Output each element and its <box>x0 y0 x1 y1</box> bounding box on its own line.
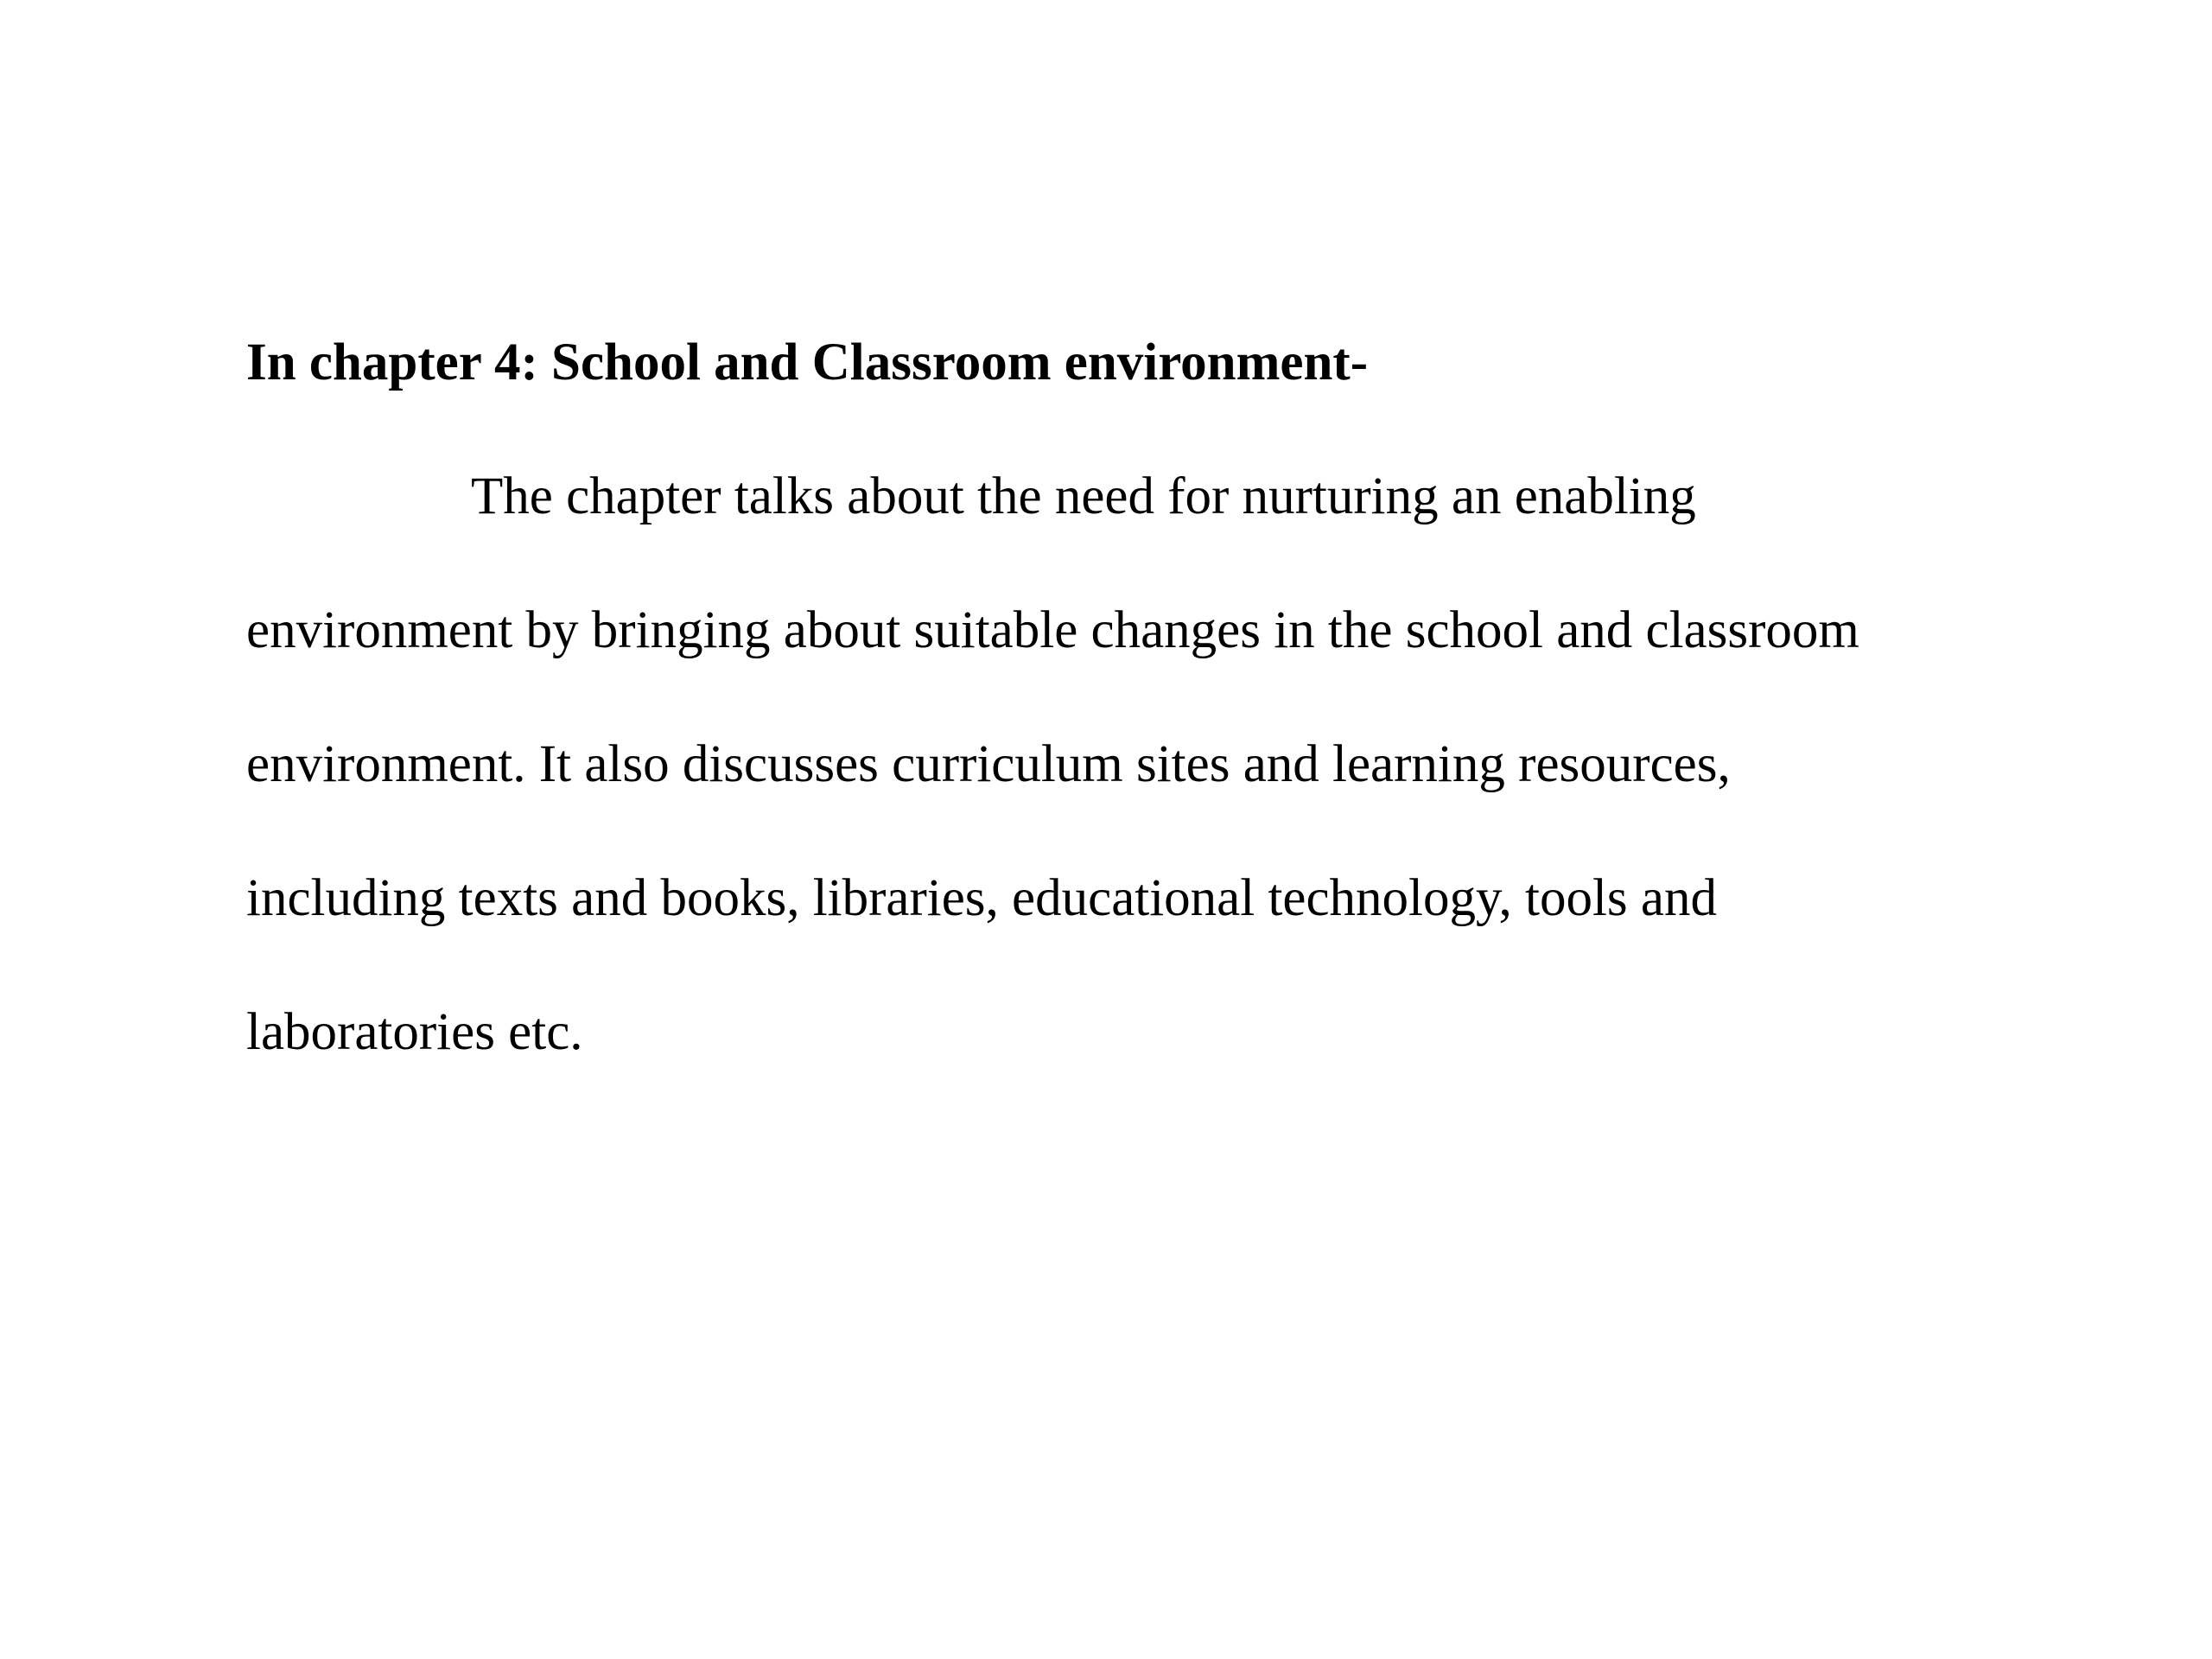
chapter-heading: In chapter 4: School and Classroom environment- <box>246 334 1369 391</box>
paragraph-line: The chapter talks about the need for nurturing an enabling <box>471 467 1696 525</box>
paragraph-line: environment. It also discusses curriculum sites and learning resources, <box>246 735 1731 793</box>
paragraph-line: environment by bringing about suitable changes in the school and classroom <box>246 601 1859 659</box>
paragraph-line: laboratories etc. <box>246 1003 583 1061</box>
paragraph-line: including texts and books, libraries, educational technology, tools and <box>246 869 1717 927</box>
